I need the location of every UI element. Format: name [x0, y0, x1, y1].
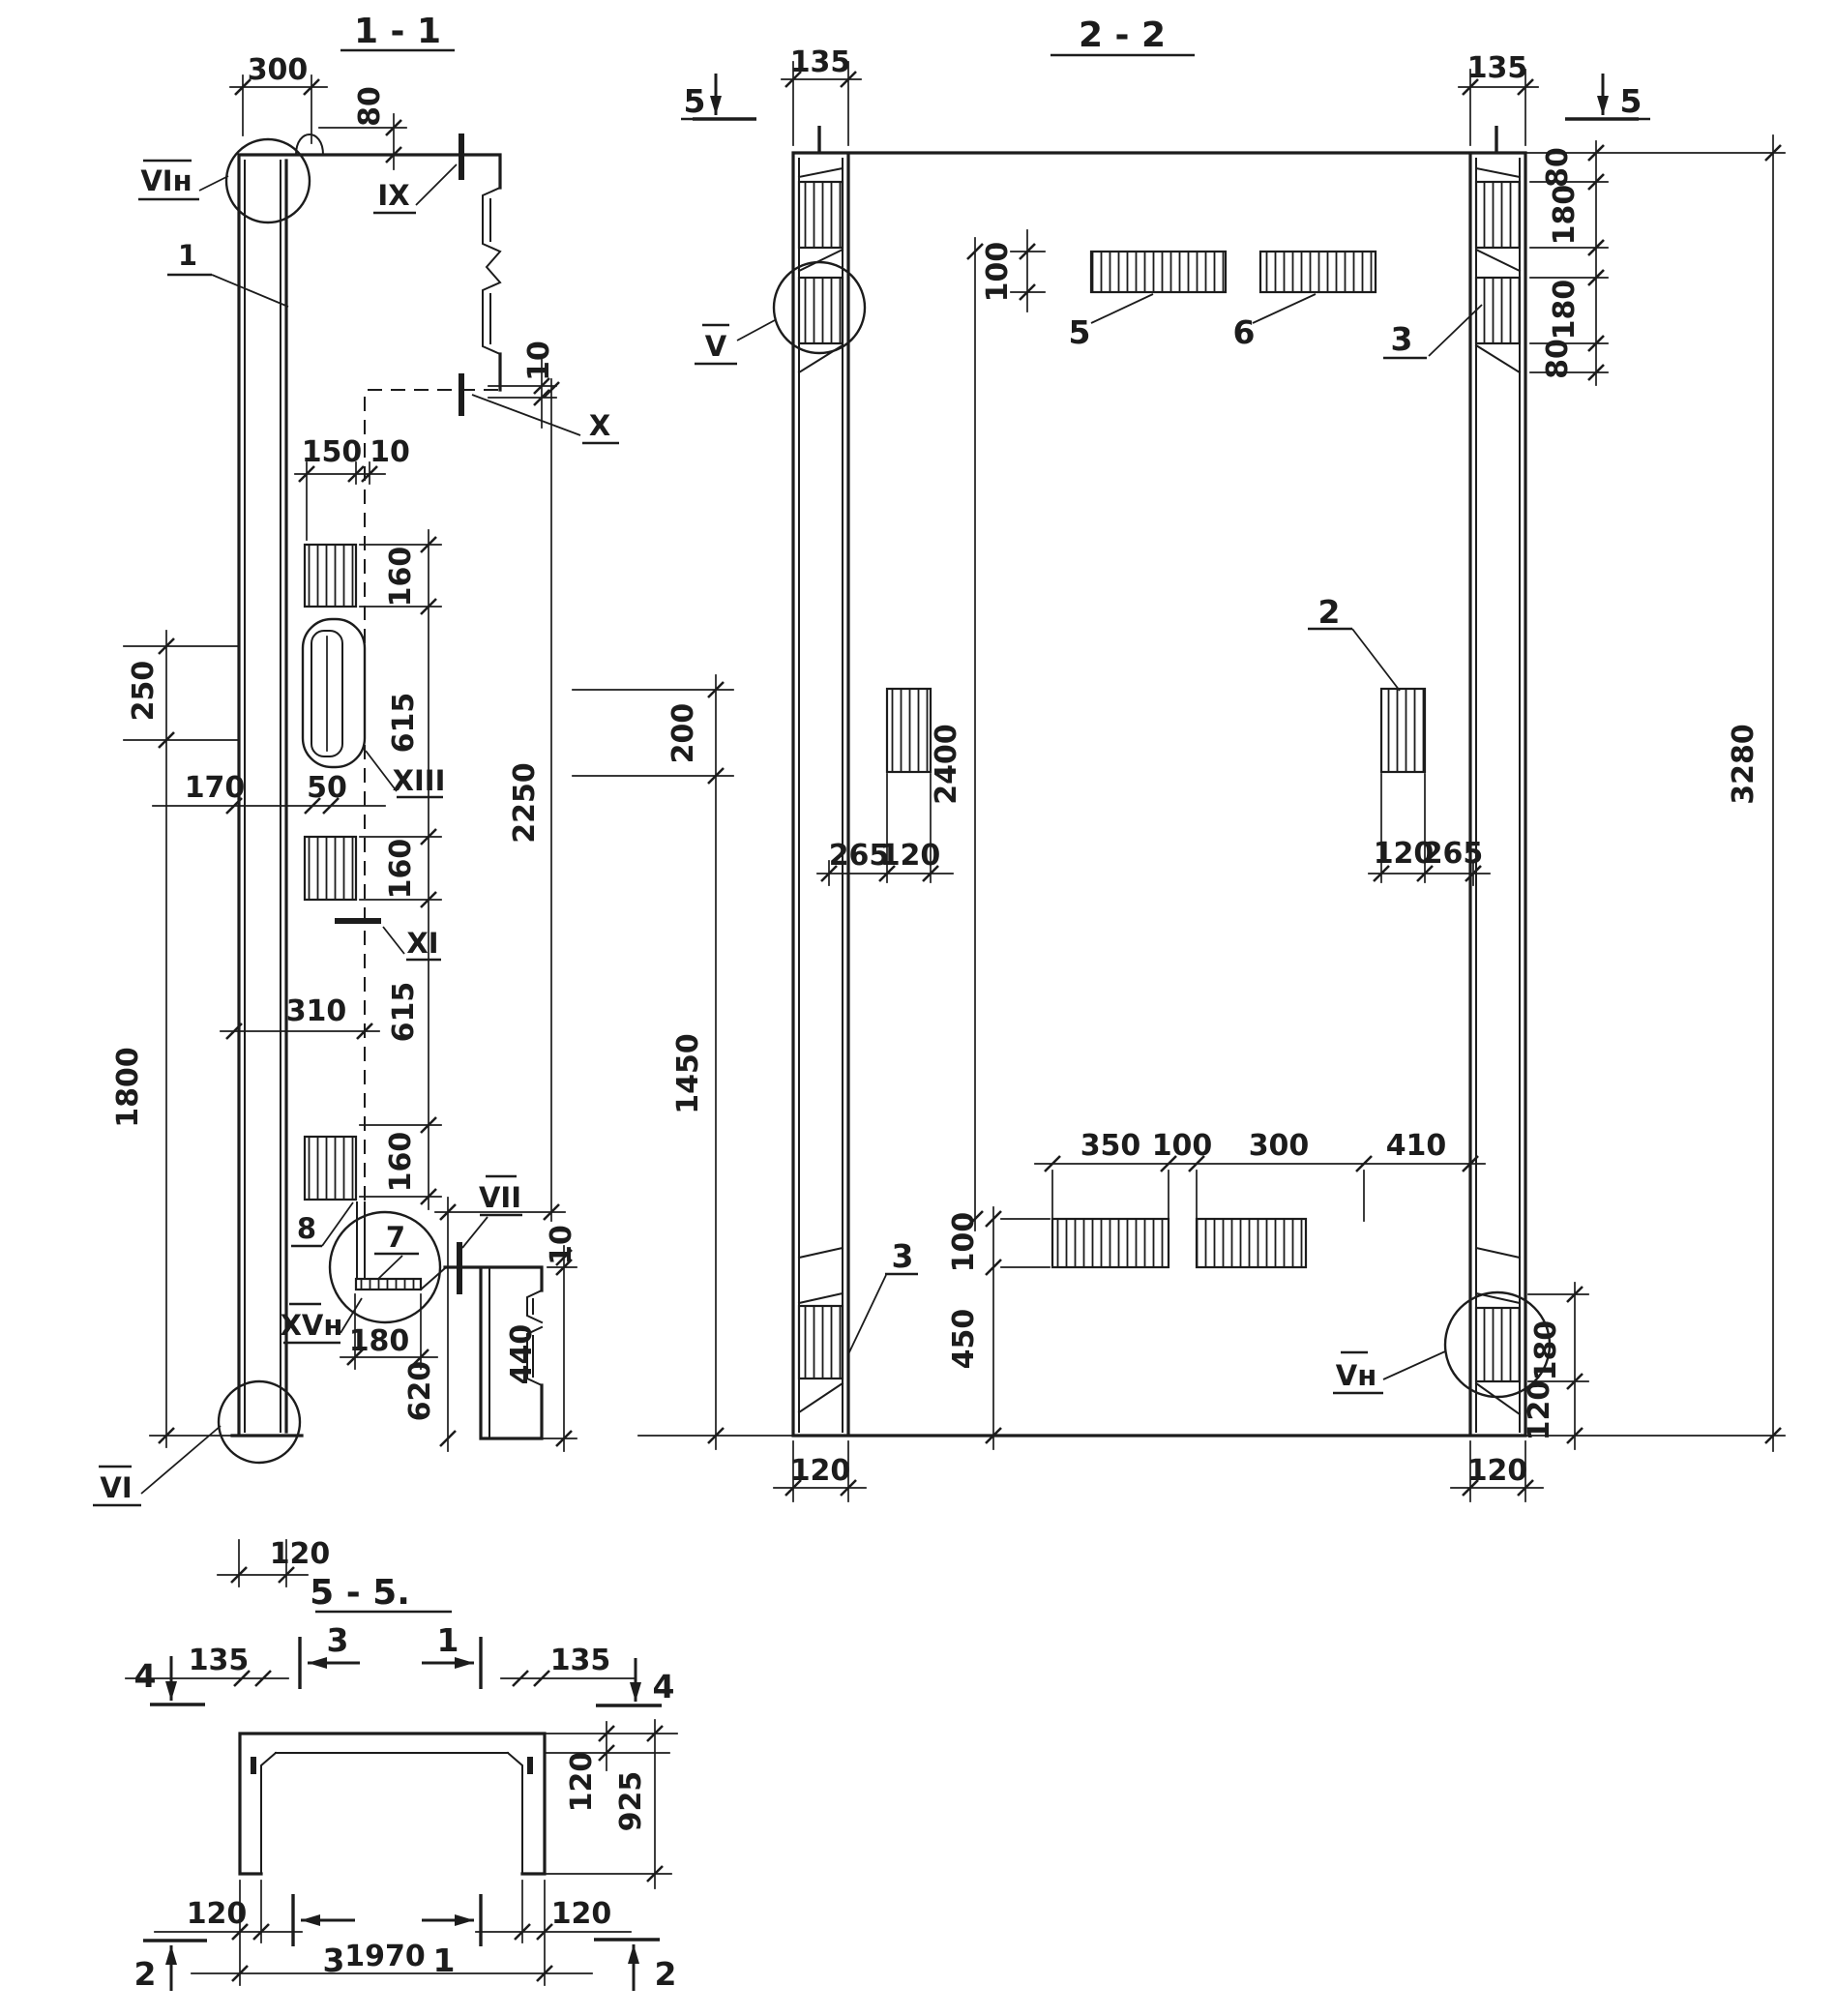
- dim-100-top: 100: [981, 241, 1015, 303]
- shear-key-hatched: [799, 1306, 843, 1379]
- dim-80-a: 80: [1541, 147, 1575, 188]
- shear-key-hatched: [799, 278, 843, 343]
- dim-50: 50: [307, 771, 347, 805]
- shear-key-hatched: [305, 1137, 356, 1200]
- label-xi: XI: [406, 927, 439, 960]
- shear-key-hatched: [305, 545, 356, 607]
- dim-925: 925: [614, 1770, 648, 1832]
- dim-120-right: 120: [1523, 1379, 1556, 1441]
- dim-135-left: 135: [789, 45, 851, 79]
- dim-2400: 2400: [930, 724, 963, 805]
- dim-120-right-mid: 120: [1373, 837, 1435, 871]
- dim-120-col-left: 120: [789, 1454, 851, 1488]
- marker-1-top: 1: [436, 1621, 459, 1659]
- label-ix: IX: [377, 179, 410, 212]
- dim-180: 180: [348, 1324, 410, 1358]
- marker-2-right: 2: [654, 1955, 677, 1993]
- dim-410: 410: [1385, 1129, 1447, 1163]
- dim-120-bottom-left: 120: [186, 1897, 248, 1931]
- dim-265-left: 265: [828, 839, 890, 873]
- field-key-bottom-a: [1052, 1219, 1169, 1267]
- section-1-1: [93, 12, 619, 1586]
- dim-180-b: 180: [1548, 279, 1582, 341]
- section-5-5: [126, 1573, 677, 1993]
- marker-2-left: 2: [133, 1955, 157, 1993]
- dim-3280: 3280: [1727, 724, 1761, 805]
- leader-2: 2: [1317, 593, 1341, 631]
- dim-150: 150: [301, 435, 363, 469]
- label-x: X: [588, 409, 611, 442]
- channel-outline: [240, 1734, 545, 1874]
- dim-10-foot: 10: [545, 1225, 578, 1265]
- dim-160-b: 160: [384, 838, 418, 900]
- dim-10-top: 10: [522, 341, 556, 381]
- dim-120-bottom-right: 120: [550, 1897, 612, 1931]
- label-vi-n: VIн: [140, 164, 192, 197]
- seat-strip-hatched: [356, 1279, 421, 1290]
- rebar-marks: [253, 1757, 530, 1774]
- dim-180-right: 180: [1529, 1319, 1563, 1381]
- dim-170: 170: [184, 771, 246, 805]
- dim-265-right: 265: [1422, 837, 1484, 871]
- dim-1800: 1800: [111, 1047, 145, 1128]
- leader-8: 8: [296, 1212, 317, 1245]
- dim-135-right: 135: [549, 1644, 611, 1677]
- shear-key-hatched: [799, 182, 843, 248]
- dim-300: 300: [247, 53, 309, 87]
- dim-310: 310: [285, 994, 347, 1028]
- dim-2250: 2250: [508, 762, 542, 844]
- label-v-n: Vн: [1335, 1359, 1377, 1392]
- label-xiii: XIII: [392, 764, 446, 797]
- shear-key-hatched: [305, 837, 356, 900]
- dim-10-mid: 10: [370, 435, 410, 469]
- dim-1450: 1450: [671, 1033, 705, 1114]
- dim-80-b: 80: [1541, 339, 1575, 379]
- dim-100-bottom: 100: [1151, 1129, 1213, 1163]
- marker-1-bottom: 1: [432, 1942, 456, 1979]
- section-2-2: [573, 15, 1785, 1501]
- dim-160-c: 160: [384, 1131, 418, 1193]
- dim-615-a: 615: [387, 692, 421, 754]
- dim-1970: 1970: [344, 1940, 426, 1973]
- marker-5-left: 5: [683, 82, 706, 120]
- dim-135-left: 135: [188, 1644, 250, 1677]
- label-vi: VI: [100, 1471, 133, 1504]
- dim-120: 120: [269, 1537, 331, 1571]
- shear-key-hatched: [1476, 278, 1520, 343]
- field-key-6: [1260, 252, 1376, 292]
- label-vii: VII: [478, 1181, 522, 1214]
- leader-7: 7: [385, 1221, 406, 1254]
- section-2-2-title: 2 - 2: [1078, 15, 1167, 55]
- leader-3-bottom: 3: [891, 1237, 914, 1275]
- leader-5: 5: [1068, 313, 1091, 351]
- dim-300: 300: [1248, 1129, 1310, 1163]
- marker-3-bottom: 3: [322, 1942, 345, 1979]
- dim-440: 440: [505, 1323, 539, 1385]
- dim-615-b: 615: [387, 981, 421, 1043]
- field-key-2: [1381, 689, 1425, 772]
- dim-160-a: 160: [384, 546, 418, 608]
- dim-350: 350: [1080, 1129, 1141, 1163]
- section-5-5-title: 5 - 5.: [310, 1573, 410, 1613]
- shear-key-hatched: [1476, 182, 1520, 248]
- dim-135-right: 135: [1466, 51, 1528, 85]
- label-xv-n: XVн: [280, 1309, 343, 1342]
- leader-6: 6: [1232, 313, 1256, 351]
- dim-80: 80: [353, 86, 387, 127]
- shear-key-hatched: [1476, 1308, 1520, 1381]
- leader-3-top: 3: [1390, 320, 1413, 358]
- field-key-left: [887, 689, 931, 772]
- marker-4-right: 4: [652, 1668, 675, 1705]
- dim-200: 200: [666, 702, 700, 764]
- dim-120-left-mid: 120: [879, 839, 941, 873]
- dim-100-left: 100: [947, 1211, 981, 1273]
- marker-4-left: 4: [133, 1657, 157, 1695]
- dim-120-col-right: 120: [1466, 1454, 1528, 1488]
- marker-3-top: 3: [326, 1621, 349, 1659]
- channel-inner: [261, 1753, 522, 1874]
- dim-620: 620: [403, 1360, 437, 1422]
- dim-180-a: 180: [1548, 184, 1582, 246]
- dim-120-top: 120: [565, 1751, 599, 1813]
- marker-5-right: 5: [1619, 82, 1643, 120]
- rebar-ticks: [819, 126, 1496, 152]
- leader-1: 1: [177, 239, 198, 272]
- dim-450: 450: [947, 1308, 981, 1370]
- field-key-5: [1091, 252, 1226, 292]
- field-key-bottom-b: [1197, 1219, 1306, 1267]
- section-1-1-title: 1 - 1: [353, 12, 442, 51]
- label-v: V: [704, 330, 727, 363]
- dim-250: 250: [127, 660, 161, 722]
